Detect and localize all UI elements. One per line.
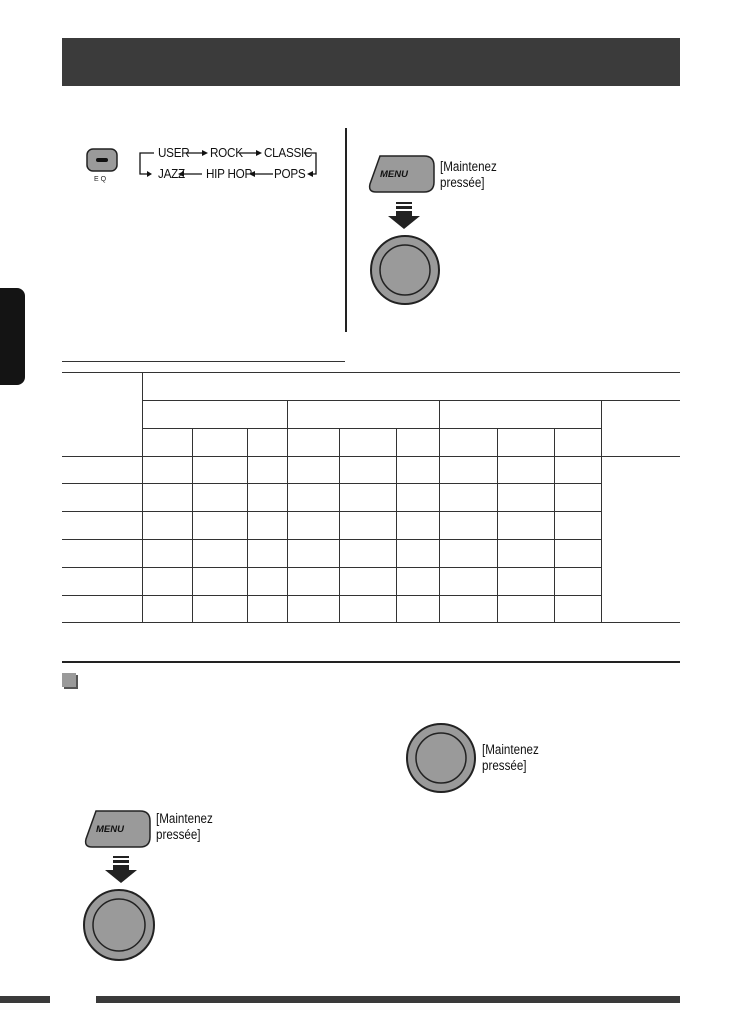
table-group-4 — [601, 401, 680, 457]
section-rule — [62, 661, 680, 663]
table-group-1 — [142, 401, 287, 429]
eq-button-icon — [86, 148, 118, 172]
table-row — [62, 484, 680, 512]
section-square-icon — [62, 673, 76, 687]
footer-bar-right — [96, 996, 680, 1003]
eq-mode-pops: POPS — [274, 166, 306, 181]
section-header-bar — [62, 38, 680, 86]
table-row — [62, 596, 680, 623]
eq-cycle-row2 — [158, 166, 328, 184]
control-dial-right[interactable] — [405, 722, 477, 794]
down-arrow-icon — [387, 202, 421, 230]
settings-table — [62, 372, 680, 623]
eq-mode-classic: CLASSIC — [264, 145, 313, 160]
table-corner-cell — [62, 373, 142, 457]
control-dial-top[interactable] — [369, 234, 441, 306]
table-merged-cell — [601, 457, 680, 623]
eq-button-label: EQ — [94, 176, 109, 183]
hold-caption-top: [Maintenez pressée] — [440, 159, 497, 190]
menu-button-label: MENU — [380, 169, 408, 180]
language-side-tab — [0, 288, 25, 385]
table-header-row-2 — [62, 401, 680, 429]
left-column-rule — [62, 361, 345, 362]
table-group-2 — [287, 401, 439, 429]
menu-button-bottom[interactable] — [82, 807, 152, 851]
eq-cycle-row1 — [158, 145, 328, 163]
table-bottom-rule — [62, 622, 680, 623]
eq-mode-rock: ROCK — [210, 145, 243, 160]
menu-button-top[interactable] — [366, 152, 436, 196]
table-row — [62, 540, 680, 568]
table-header-span — [142, 373, 680, 401]
table-group-3 — [439, 401, 601, 429]
table-row — [62, 457, 680, 484]
menu-button-label: MENU — [96, 824, 124, 835]
hold-caption-right: [Maintenez pressée] — [482, 742, 539, 773]
eq-mode-user: USER — [158, 145, 190, 160]
footer-bar-left — [0, 996, 50, 1003]
eq-mode-jazz: JAZZ — [158, 166, 185, 181]
control-dial-bottom[interactable] — [82, 888, 156, 962]
table-row — [62, 512, 680, 540]
eq-button[interactable] — [86, 148, 118, 172]
column-divider — [345, 128, 347, 332]
table-row — [62, 568, 680, 596]
eq-mode-hip-hop: HIP HOP — [206, 166, 253, 181]
down-arrow-icon — [104, 856, 138, 884]
table-header-row-3 — [62, 429, 680, 457]
hold-caption-bottom: [Maintenez pressée] — [156, 811, 213, 842]
table-header-row-1 — [62, 373, 680, 401]
